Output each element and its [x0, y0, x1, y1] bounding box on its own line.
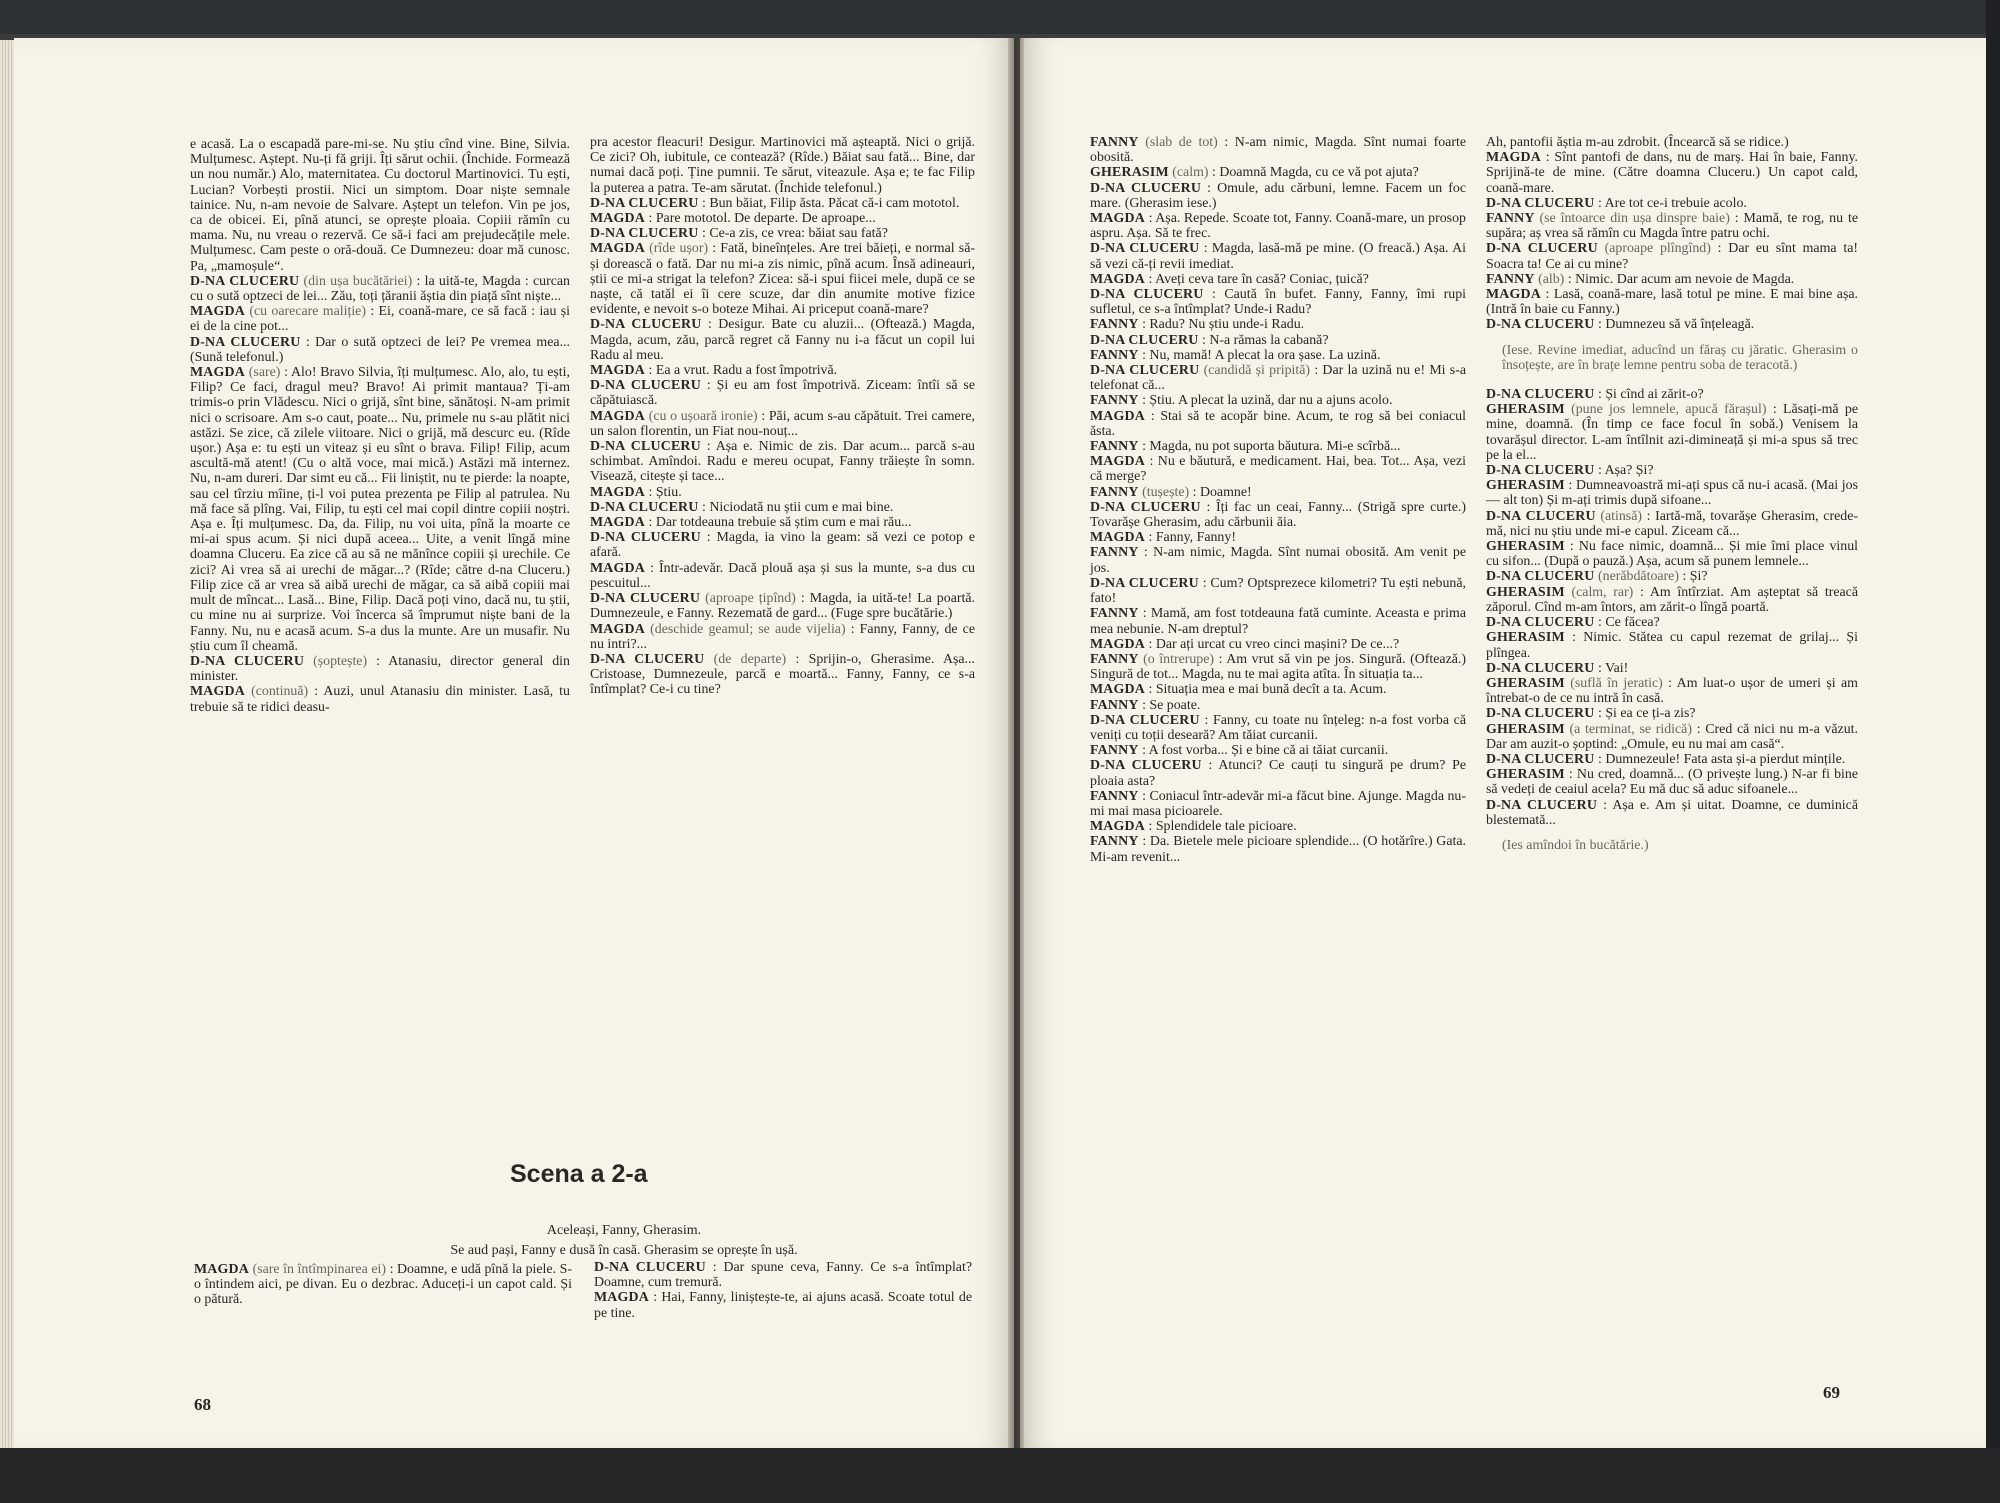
dialogue-line	[1090, 789, 1466, 819]
speaker-name: D-NA CLUCERU	[1090, 712, 1200, 728]
speaker-name: MAGDA	[190, 365, 246, 381]
speaker-name: GHERASIM	[1090, 165, 1169, 181]
dialogue-line	[1090, 500, 1466, 530]
speaker-name: MAGDA	[1090, 454, 1146, 470]
dialogue-text: : Dar ați urcat cu vreo cinci mașini? De ce...?	[1148, 636, 1400, 652]
speaker-name: MAGDA	[1090, 682, 1146, 698]
dialogue-text: : Am luat-o ușor de umeri și am întrebat-o de ce nu intră în casă.	[1486, 675, 1858, 707]
dialogue-text: : Ce-a zis, ce vrea: băiat sau fată?	[702, 226, 888, 242]
dialogue-line	[1486, 798, 1858, 828]
left-column-4	[594, 1260, 972, 1321]
left-column-2	[590, 135, 975, 698]
speaker-name: MAGDA	[1090, 636, 1146, 652]
speaker-name: D-NA CLUCERU	[1090, 758, 1202, 774]
speaker-name: D-NA CLUCERU	[1090, 287, 1204, 303]
dialogue-line	[190, 137, 570, 274]
page-number-right: 69	[1823, 1383, 1840, 1402]
left-column-1	[190, 137, 570, 715]
dialogue-line	[594, 1290, 972, 1320]
speaker-name: GHERASIM	[1486, 675, 1565, 691]
speaker-name: D-NA CLUCERU	[1486, 797, 1598, 813]
dialogue-line	[590, 515, 975, 530]
speaker-name: FANNY	[1090, 834, 1139, 850]
dialogue-line	[590, 363, 975, 378]
dialogue-line	[590, 500, 975, 515]
dialogue-text: : Ei, coană-mare, ce să facă : iau și ei de la cine pot...	[190, 304, 571, 335]
stage-direction: (deschide geamul; se aude vijelia)	[650, 621, 846, 637]
stage-direction: (aproape țipînd)	[705, 591, 796, 607]
dialogue-text: : Magda, ia uită-te! La poartă. Dumnezeule, e Fanny. Rezemată de gard... (Fuge spre bucătărie.)	[590, 591, 975, 622]
stage-direction: (sare în întîmpinarea ei)	[252, 1262, 386, 1277]
speaker-name: MAGDA	[590, 484, 646, 500]
stage-direction: (atinsă)	[1600, 508, 1642, 524]
dialogue-line	[1090, 135, 1466, 165]
dialogue-text: : Și eu am fost împotrivă. Ziceam: întîi să se căpătuiască.	[590, 378, 976, 409]
dialogue-text: : Omule, adu cărbuni, lemne. Facem un foc mare. (Gherasim iese.)	[1090, 180, 1466, 211]
right-column-2	[1486, 135, 1858, 867]
dialogue-line	[1486, 722, 1858, 752]
speaker-name: MAGDA	[190, 304, 246, 320]
dialogue-line	[594, 1260, 972, 1290]
dialogue-text: : Știu.	[648, 484, 682, 500]
stage-direction: (Iese. Revine imediat, aducînd un făraș cu jăratic. Gherasim o însoțește, are în brațe lemne pentru soba de teracotă.)	[1502, 342, 1858, 373]
speaker-name: D-NA CLUCERU	[590, 317, 702, 333]
stage-direction: (sare)	[248, 365, 281, 381]
dialogue-text: : Stai să te acopăr bine. Acum, te rog să bei coniacul ăsta.	[1090, 408, 1466, 439]
speaker-name: GHERASIM	[1486, 630, 1565, 646]
dialogue-text: Ah, pantofii ăștia m-au zdrobit. (Încearcă să se ridice.)	[1486, 135, 1789, 150]
speaker-name: D-NA CLUCERU	[594, 1260, 706, 1275]
dialogue-text: : Magda, lasă-mă pe mine. (O freacă.) Așa. Ai să vezi că-ți revii imediat.	[1090, 241, 1466, 272]
dialogue-text: : Și ea ce ți-a zis?	[1598, 706, 1696, 722]
dialogue-line	[1486, 343, 1858, 373]
speaker-name: FANNY	[1090, 545, 1139, 561]
dialogue-line	[1486, 478, 1858, 508]
dialogue-text: : Caută în bufet. Fanny, Fanny, îmi rupi sufletul, ce s-a întîmplat? Unde-i Radu?	[1090, 287, 1466, 318]
stage-direction: (candidă și pripită)	[1203, 363, 1311, 379]
dialogue-text: : Da. Bietele mele picioare splendide... (O hotărîre.) Gata. Mi-am revenit...	[1090, 834, 1466, 865]
dialogue-line	[590, 196, 975, 211]
stage-direction: (Ies amîndoi în bucătărie.)	[1502, 837, 1649, 853]
dialogue-line	[590, 591, 975, 621]
speaker-name: MAGDA	[190, 684, 246, 700]
speaker-name: MAGDA	[590, 560, 646, 576]
dialogue-line	[1090, 211, 1466, 241]
book-cover-right	[1986, 0, 2000, 1503]
dialogue-text: : Mamă, am fost totdeauna fată cuminte. Aceasta e prima mea nebunie. N-am dreptul?	[1090, 606, 1466, 637]
dialogue-line	[1486, 630, 1858, 660]
speaker-name: MAGDA	[590, 241, 646, 257]
dialogue-line	[1090, 530, 1466, 545]
page-stack-edge	[0, 40, 14, 1448]
dialogue-line	[1090, 363, 1466, 393]
book-cover-top	[0, 0, 2000, 34]
dialogue-text: : Cred că nici nu m-a văzut. Dar am auzit-o șoptind: „Omule, eu nu mai am casă“.	[1486, 721, 1858, 752]
dialogue-text: : Lăsați-mă pe mine, doamnă. (În timp ce face focul în sobă.) Venisem la tovarășul director. L-am întîlnit azi-dimineață și mi-a spus să trec pe la el...	[1486, 402, 1858, 463]
speaker-name: FANNY	[1090, 788, 1139, 804]
scene-title: Scena a 2-a	[510, 1160, 648, 1188]
speaker-name: GHERASIM	[1486, 721, 1565, 737]
dialogue-text: : Nimic. Stătea cu capul rezemat de grilaj... Și plîngea.	[1486, 630, 1858, 661]
dialogue-line	[1486, 539, 1858, 569]
dialogue-text: : Am întîrziat. Am așteptat să treacă zăporul. Cînd m-am întors, am zărit-o lîngă poartă.	[1486, 584, 1859, 615]
dialogue-line	[1090, 743, 1466, 758]
speaker-name: D-NA CLUCERU	[1486, 751, 1595, 767]
speaker-name: D-NA CLUCERU	[190, 273, 300, 289]
speaker-name: FANNY	[1090, 743, 1139, 759]
speaker-name: D-NA CLUCERU	[1486, 387, 1595, 403]
dialogue-line	[1486, 317, 1858, 332]
dialogue-line	[190, 304, 570, 334]
speaker-name: D-NA CLUCERU	[1486, 195, 1595, 211]
stage-direction: (nerăbdătoare)	[1598, 569, 1679, 585]
speaker-name: D-NA CLUCERU	[1090, 241, 1200, 257]
speaker-name: D-NA CLUCERU	[1486, 463, 1595, 479]
dialogue-text: : Dumnezeule! Fata asta și-a pierdut mințile.	[1598, 751, 1846, 767]
dialogue-line	[590, 561, 975, 591]
speaker-name: MAGDA	[1090, 211, 1146, 227]
dialogue-line	[1090, 652, 1466, 682]
dialogue-text: : Ea a vrut. Radu a fost împotrivă.	[648, 363, 838, 379]
dialogue-text: : Nimic. Dar acum am nevoie de Magda.	[1567, 271, 1795, 287]
dialogue-text: : Nu, mamă! A plecat la ora șase. La uzină.	[1142, 347, 1381, 363]
speaker-name: D-NA CLUCERU	[590, 226, 699, 242]
speaker-name: D-NA CLUCERU	[1090, 180, 1202, 196]
stage-direction: (rîde ușor)	[649, 241, 709, 257]
dialogue-line	[590, 439, 975, 485]
dialogue-text: : Fanny, Fanny, de ce nu intri?...	[590, 621, 975, 652]
dialogue-text: e acasă. La o escapadă pare-mi-se. Nu știu cînd vine. Bine, Silvia. Mulțumesc. Aștept. Nu-ți fă griji. Îți sărut ochii. (Închide. Formează un nou număr.) Alo, maternitatea. Cu doctorul Martinovici. Tu ești, Lucian? Vorbești prostii. Nici un simptom. Doar niște semnale tainice. Nu, n-am nevoie de Salvare. Aștept un telefon. Vin pe jos, ca de obicei. Ei, pînă atunci, se oprește ploaia. Copiii rămîn cu mama. Nu, nu vreau o rezervă. Ce să-i faci am prejudecățile mele. Mulțumesc. Cam peste o oră-două. Ce Dumnezeu: doar mă cunosc. Pa, „mamoșule“.	[190, 137, 570, 274]
stage-direction: (cu oarecare maliție)	[249, 304, 366, 320]
dialogue-text: : Așa e. Am și uitat. Doamne, ce duminică blestemată...	[1486, 797, 1858, 828]
speaker-name: FANNY	[1090, 484, 1139, 500]
dialogue-text: : Așa. Repede. Scoate tot, Fanny. Coană-mare, un prosop aspru. Așa. Să te frec.	[1090, 211, 1466, 242]
dialogue-text: : Iartă-mă, tovarășe Gherasim, crede-mă, nici nu știu unde mi-e capul. Ziceam că...	[1486, 508, 1858, 539]
dialogue-text: : la uită-te, Magda : curcan cu o sută optzeci de lei... Zău, toți țăranii ăștia din piață sînt niște...	[190, 273, 570, 305]
dialogue-line	[1486, 615, 1858, 630]
speaker-name: D-NA CLUCERU	[1486, 508, 1596, 524]
dialogue-line	[1486, 387, 1858, 402]
dialogue-text: : Dumnezeu să vă înțeleagă.	[1598, 317, 1755, 333]
speaker-name: FANNY	[1090, 135, 1139, 150]
dialogue-line	[1090, 834, 1466, 864]
dialogue-text: : Păi, acum s-au căpătuit. Trei camere, un salon florentin, un Fiat nou-nouț...	[590, 408, 975, 439]
dialogue-line	[590, 135, 975, 196]
speaker-name: MAGDA	[590, 515, 646, 531]
speaker-name: D-NA CLUCERU	[1486, 615, 1595, 631]
book-cover-bottom	[0, 1448, 2000, 1503]
right-page	[1020, 38, 1986, 1448]
dialogue-line	[1090, 333, 1466, 348]
dialogue-line	[1486, 838, 1858, 853]
dialogue-text: : Atanasiu, director general din minister.	[190, 653, 570, 685]
dialogue-text: : Hai, Fanny, liniștește-te, ai ajuns acasă. Scoate totul de pe tine.	[594, 1290, 972, 1321]
dialogue-text: : Atunci? Ce cauți tu singură pe drum? Pe ploaia asta?	[1090, 758, 1466, 789]
speaker-name: GHERASIM	[1486, 767, 1565, 783]
dialogue-text: : Coniacul într-adevăr mi-a făcut bine. Ajunge. Magda nu-mi mai masa picioarele.	[1090, 788, 1466, 819]
scene-description	[314, 1221, 934, 1261]
dialogue-line	[590, 652, 975, 698]
dialogue-text: : Fanny, cu toate nu înțeleg: n-a fost vorba că veniți cu toții deseară? Am tăiat curcanii.	[1090, 712, 1466, 743]
stage-direction: (slab de tot)	[1145, 135, 1218, 150]
dialogue-line	[1486, 211, 1858, 241]
dialogue-line	[1090, 637, 1466, 652]
dialogue-line	[1486, 585, 1858, 615]
speaker-name: FANNY	[1090, 606, 1139, 622]
dialogue-text: : A fost vorba... Și e bine că ai tăiat curcanii.	[1142, 743, 1389, 759]
dialogue-text: : Vai!	[1598, 660, 1629, 676]
dialogue-text: : Situația mea e mai bună decît a ta. Acum.	[1148, 682, 1387, 698]
dialogue-line	[1486, 509, 1858, 539]
stage-direction: (se întoarce din ușa dinspre baie)	[1539, 211, 1730, 227]
dialogue-line	[1486, 752, 1858, 767]
dialogue-text: : Și cînd ai zărit-o?	[1598, 387, 1704, 403]
speaker-name: MAGDA	[194, 1262, 250, 1277]
dialogue-line	[1090, 682, 1466, 697]
dialogue-line	[590, 622, 975, 652]
stage-direction: (alb)	[1538, 271, 1565, 287]
speaker-name: FANNY	[1090, 317, 1139, 333]
dialogue-text: : Dar eu sînt mama ta! Soacra ta! Ce ai cu mine?	[1486, 241, 1858, 272]
dialogue-line	[1090, 606, 1466, 636]
dialogue-line	[590, 211, 975, 226]
speaker-name: MAGDA	[590, 363, 646, 379]
dialogue-text: : Pare mototol. De departe. De aproape...	[648, 211, 876, 227]
speaker-name: FANNY	[1486, 211, 1535, 227]
dialogue-line	[1090, 439, 1466, 454]
dialogue-line	[1090, 393, 1466, 408]
speaker-name: MAGDA	[590, 621, 646, 637]
speaker-name: D-NA CLUCERU	[590, 530, 701, 546]
book-gutter	[1008, 38, 1024, 1448]
speaker-name: D-NA CLUCERU	[1486, 706, 1595, 722]
speaker-name: MAGDA	[1090, 530, 1146, 546]
dialogue-line	[190, 274, 570, 304]
speaker-name: D-NA CLUCERU	[1486, 660, 1595, 676]
dialogue-line	[1090, 348, 1466, 363]
dialogue-line	[1090, 454, 1466, 484]
speaker-name: GHERASIM	[1486, 478, 1565, 494]
speaker-name: MAGDA	[1486, 287, 1542, 303]
speaker-name: MAGDA	[590, 211, 646, 227]
dialogue-text: : Cum? Optsprezece kilometri? Tu ești nebună, fato!	[1090, 575, 1466, 607]
dialogue-text: : Niciodată nu știi cum e mai bine.	[702, 499, 894, 515]
dialogue-line	[1090, 698, 1466, 713]
dialogue-text: : Magda, ia vino la geam: să vezi ce potop e afară.	[590, 530, 975, 561]
stage-direction: (suflă în jeratic)	[1570, 675, 1663, 691]
dialogue-line	[1090, 287, 1466, 317]
speaker-name: FANNY	[1090, 347, 1139, 363]
left-column-3	[194, 1262, 572, 1308]
dialogue-text: : Dumneavoastră mi-ați spus că nu-i acasă. (Mai jos — alt ton) Și m-ați trimis după sifoane...	[1486, 478, 1858, 509]
speaker-name: GHERASIM	[1486, 539, 1565, 555]
stage-direction: (aproape plîngînd)	[1604, 241, 1711, 257]
speaker-name: D-NA CLUCERU	[590, 651, 705, 667]
dialogue-line	[1486, 272, 1858, 287]
speaker-name: MAGDA	[590, 408, 646, 424]
speaker-name: D-NA CLUCERU	[1090, 332, 1199, 348]
dialogue-line	[1486, 767, 1858, 797]
dialogue-text: : Alo! Bravo Silvia, îți mulțumesc. Alo, alo, tu ești, Filip? Ce faci, dragul meu? Bravo! Ai primit mantaua? Ți-am trimis-o prin Vlădescu. Nici o grijă, sînt bine, sănătoși. N-am primit nici o scrisoare. Am s-o caut, poate... Nu, primele nu s-au plătit nici astăzi. Se zice, că zilele viitoare. Nici o grijă, mă descurc eu. (Rîde ușor.) Așa e: tu ești un viteaz și eu sînt o brava. Filip! Filip, acum ascultă-mă atent! (Cu o altă voce, mai mică.) Astăzi mă internez. Nu, n-am dureri. Dar simt eu că... Fii liniștit, nu te pierde: la noapte, sau cel tîrziu mîine, ți-l voi putea prezenta pe Filip al patrulea. Nu mă face să plîng. Vai, Filip, tu ești cel mai copil dintre copiii noștri. Așa e. Îți mulțumesc. Da, da. Filip, nu voi uita, pînă la moarte ce mi-ai spus acum. Și nici după aceea... Uite, a venit lîngă mine doamna Cluceru. Ea zice că au să ne mănînce copiii și urechile. Ce zici? Ai vrea să ai urechi de măgar...? (Rîde; către d-na Cluceru.) Filip zice că ar vrea să aibă urechi de măgar, ca să aibă copiii mai mult de mîncat... Lasă... Bine, Filip. Dacă poți vino, dacă nu, tu știi, cu mine nu ai surprize. Voi încerca să împrumut niște bani de la Fanny. Nu, nu e acasă acum. S-a dus la munte. Are un musafir. Nu știu cum îl cheamă.	[190, 365, 570, 654]
dialogue-line	[590, 485, 975, 500]
dialogue-line	[1486, 196, 1858, 211]
dialogue-text: : Ce făcea?	[1598, 615, 1660, 631]
speaker-name: D-NA CLUCERU	[1090, 575, 1199, 591]
dialogue-line	[1486, 150, 1858, 196]
stage-direction: (a terminat, se ridică)	[1569, 721, 1692, 737]
dialogue-text: : Așa e. Nimic de zis. Dar acum... parcă s-au schimbat. Amîndoi. Radu e mereu ocupat, Fanny trăiește în somn. Visează, citește și tace...	[590, 439, 975, 485]
dialogue-text: : N-am nimic, Magda. Sînt numai foarte obosită.	[1090, 135, 1466, 166]
dialogue-text: : Doamnă Magda, cu ce vă pot ajuta?	[1212, 165, 1419, 181]
speaker-name: D-NA CLUCERU	[590, 591, 701, 607]
dialogue-text: : Nu e băutură, e medicament. Hai, bea. Tot... Așa, vezi că merge?	[1090, 454, 1466, 485]
left-page	[14, 38, 1014, 1448]
dialogue-line	[1090, 241, 1466, 271]
dialogue-line	[590, 226, 975, 241]
dialogue-text: : Dar la uzină nu e! Mi s-a telefonat că...	[1090, 363, 1466, 394]
dialogue-line	[190, 335, 570, 365]
dialogue-line	[190, 365, 570, 654]
speaker-name: GHERASIM	[1486, 584, 1565, 600]
speaker-name: GHERASIM	[1486, 402, 1565, 418]
stage-direction: (pune jos lemnele, apucă fărașul)	[1571, 402, 1767, 418]
dialogue-text: pra acestor fleacuri! Desigur. Martinovici mă așteaptă. Nici o grijă. Ce zici? Oh, iubitule, ce contează? (Rîde.) Băiat sau fată... Bine, dar numai dacă poți. Ține pumnii. Te sărut, viteazule. Așa e; te fac Filip la puterea a patra. Te-am sărutat. (Închide telefonul.)	[590, 135, 975, 196]
dialogue-text: : Sprijin-o, Gherasime. Așa... Cristoase, Dumnezeule, parcă e moartă... Fanny, Fanny, ce s-a întîmplat? Ce-i cu tine?	[590, 651, 975, 698]
dialogue-line	[1090, 713, 1466, 743]
dialogue-line	[1090, 758, 1466, 788]
scene-characters: Aceleași, Fanny, Gherasim.	[546, 1223, 702, 1238]
speaker-name: D-NA CLUCERU	[590, 195, 699, 211]
speaker-name: MAGDA	[1090, 408, 1146, 424]
speaker-name: MAGDA	[1090, 819, 1146, 835]
dialogue-text: : Dar spune ceva, Fanny. Ce s-a întîmplat? Doamne, cum tremură.	[594, 1260, 972, 1291]
dialogue-line	[1090, 485, 1466, 500]
speaker-name: FANNY	[1090, 393, 1139, 409]
dialogue-text: : Fată, bineînțeles. Are trei băieți, e normal să-și dorească o fată. Dar nu mi-a zis nimic, pînă acum. Însă adineauri, știi ce mi-a strigat la telefon? Zicea: să-i spui fiicei mele, după ce se naște, că tatăl ei îi cere scuze, dar din anumite motive fizice evidente, e nevoit s-o boteze Mihai. Ai priceput coană-mare?	[590, 241, 975, 318]
dialogue-line	[1486, 287, 1858, 317]
dialogue-line	[190, 654, 570, 684]
dialogue-text: : Lasă, coană-mare, lasă totul pe mine. E mai bine așa. (Intră în baie cu Fanny.)	[1486, 287, 1858, 318]
right-column-1	[1090, 135, 1466, 865]
speaker-name: D-NA CLUCERU	[590, 499, 699, 515]
speaker-name: MAGDA	[1090, 271, 1146, 287]
dialogue-line	[590, 409, 975, 439]
speaker-name: D-NA CLUCERU	[190, 334, 301, 350]
dialogue-text: : Mamă, te rog, nu te supăra; aș vrea să rămîn cu Magda între patru ochi.	[1486, 211, 1858, 242]
dialogue-line	[190, 684, 570, 714]
speaker-name: D-NA CLUCERU	[1486, 569, 1595, 585]
scene-stage-direction: Se aud pași, Fanny e dusă în casă. Gherasim se oprește în ușă.	[450, 1243, 798, 1258]
dialogue-line	[1486, 463, 1858, 478]
speaker-name: D-NA CLUCERU	[190, 653, 305, 669]
dialogue-text: : Aveți ceva tare în casă? Coniac, țuică?	[1148, 271, 1369, 287]
dialogue-line	[1090, 165, 1466, 180]
dialogue-text: : Dar totdeauna trebuie să știm cum e mai rău...	[648, 515, 912, 531]
dialogue-text: : Nu cred, doamnă... (O privește lung.) N-ar fi bine să vedeți de ceaiul acela? Eu mă duc să aduc sifoanele...	[1486, 767, 1858, 798]
dialogue-text: : Radu? Nu știu unde-i Radu.	[1142, 317, 1305, 333]
stage-direction: (calm)	[1172, 165, 1209, 181]
dialogue-text: : N-a rămas la cabană?	[1202, 332, 1329, 348]
dialogue-line	[1090, 409, 1466, 439]
dialogue-text: : Doamne!	[1192, 484, 1252, 500]
dialogue-text: : Într-adevăr. Dacă plouă așa și sus la munte, s-a dus cu pescuitul...	[590, 560, 975, 591]
dialogue-text: : Splendidele tale picioare.	[1148, 819, 1297, 835]
stage-direction: (tușește)	[1142, 484, 1190, 500]
dialogue-line	[1486, 135, 1858, 150]
stage-direction: (șoptește)	[313, 653, 368, 669]
dialogue-text: : Fanny, Fanny!	[1148, 530, 1236, 546]
dialogue-line	[194, 1262, 572, 1308]
stage-direction: (calm, rar)	[1571, 584, 1634, 600]
dialogue-text: : Așa? Și?	[1598, 463, 1654, 479]
stage-direction: (de departe)	[713, 651, 787, 667]
dialogue-line	[1486, 241, 1858, 271]
dialogue-text: : Îți fac un ceai, Fanny... (Strigă spre curte.) Tovarășe Gherasim, adu cărbunii ăia.	[1090, 499, 1466, 531]
speaker-name: MAGDA	[1486, 150, 1542, 166]
dialogue-line	[1486, 676, 1858, 706]
dialogue-line	[1090, 819, 1466, 834]
dialogue-text: : Doamne, e udă pînă la piele. S-o întindem aici, pe divan. Eu o dezbrac. Aduceți-i un capot cald. Și o pătură.	[194, 1262, 572, 1308]
dialogue-text: : Magda, nu pot suporta băutura. Mi-e scîrbă...	[1142, 439, 1401, 455]
stage-direction: (o întrerupe)	[1143, 651, 1215, 667]
dialogue-line	[1486, 706, 1858, 721]
dialogue-text: : Și?	[1682, 569, 1708, 585]
dialogue-text: : Auzi, unul Atanasiu din minister. Lasă, tu trebuie să te ridici deasu-	[190, 684, 570, 715]
dialogue-text: : Are tot ce-i trebuie acolo.	[1598, 195, 1747, 211]
dialogue-line	[1090, 545, 1466, 575]
dialogue-text: : Nu face nimic, doamnă... Și mie îmi place vinul cu sifon... (După o pauză.) Așa, acum să punem lemnele...	[1486, 539, 1859, 570]
speaker-name: D-NA CLUCERU	[590, 378, 701, 394]
dialogue-line	[1090, 576, 1466, 606]
speaker-name: FANNY	[1090, 651, 1139, 667]
dialogue-line	[1090, 181, 1466, 211]
dialogue-text: : Desigur. Bate cu aluzii... (Oftează.) Magda, Magda, acum, zău, parcă regret că Fanny nu i-a făcut un copil lui Radu al meu.	[590, 317, 975, 363]
dialogue-text: : Dar o sută optzeci de lei? Pe vremea mea... (Sună telefonul.)	[190, 334, 570, 365]
page-number-left: 68	[194, 1395, 211, 1414]
speaker-name: FANNY	[1090, 697, 1139, 713]
dialogue-line	[1090, 317, 1466, 332]
dialogue-line	[1486, 661, 1858, 676]
dialogue-line	[1486, 569, 1858, 584]
dialogue-text: : Sînt pantofi de dans, nu de marș. Hai în baie, Fanny. Sprijină-te de mine. (Către doamna Cluceru.) Un capot cald, coană-mare.	[1486, 150, 1858, 196]
dialogue-line	[590, 530, 975, 560]
speaker-name: D-NA CLUCERU	[1486, 241, 1598, 257]
dialogue-text: : Bun băiat, Filip ăsta. Păcat că-i cam mototol.	[702, 195, 960, 211]
dialogue-text: : N-am nimic, Magda. Sînt numai obosită. Am venit pe jos.	[1090, 545, 1466, 576]
stage-direction: (continuă)	[251, 684, 309, 700]
speaker-name: FANNY	[1486, 271, 1535, 287]
dialogue-text: : Se poate.	[1142, 697, 1201, 713]
dialogue-line	[590, 317, 975, 363]
stage-direction: (din ușa bucătăriei)	[303, 273, 413, 289]
dialogue-line	[1486, 402, 1858, 463]
dialogue-line	[590, 378, 975, 408]
speaker-name: MAGDA	[594, 1290, 650, 1306]
stage-direction: (cu o ușoară ironie)	[648, 408, 758, 424]
dialogue-line	[1090, 272, 1466, 287]
speaker-name: D-NA CLUCERU	[1090, 363, 1200, 379]
speaker-name: D-NA CLUCERU	[590, 439, 701, 455]
speaker-name: D-NA CLUCERU	[1486, 317, 1595, 333]
speaker-name: D-NA CLUCERU	[1090, 499, 1201, 515]
dialogue-line	[590, 241, 975, 317]
speaker-name: FANNY	[1090, 439, 1139, 455]
dialogue-text: : Am vrut să vin pe jos. Singură. (Oftează.) Singură de tot... Magda, nu te mai agita atîta. În situația ta...	[1090, 651, 1466, 683]
dialogue-text: : Știu. A plecat la uzină, dar nu a ajuns acolo.	[1142, 393, 1393, 409]
